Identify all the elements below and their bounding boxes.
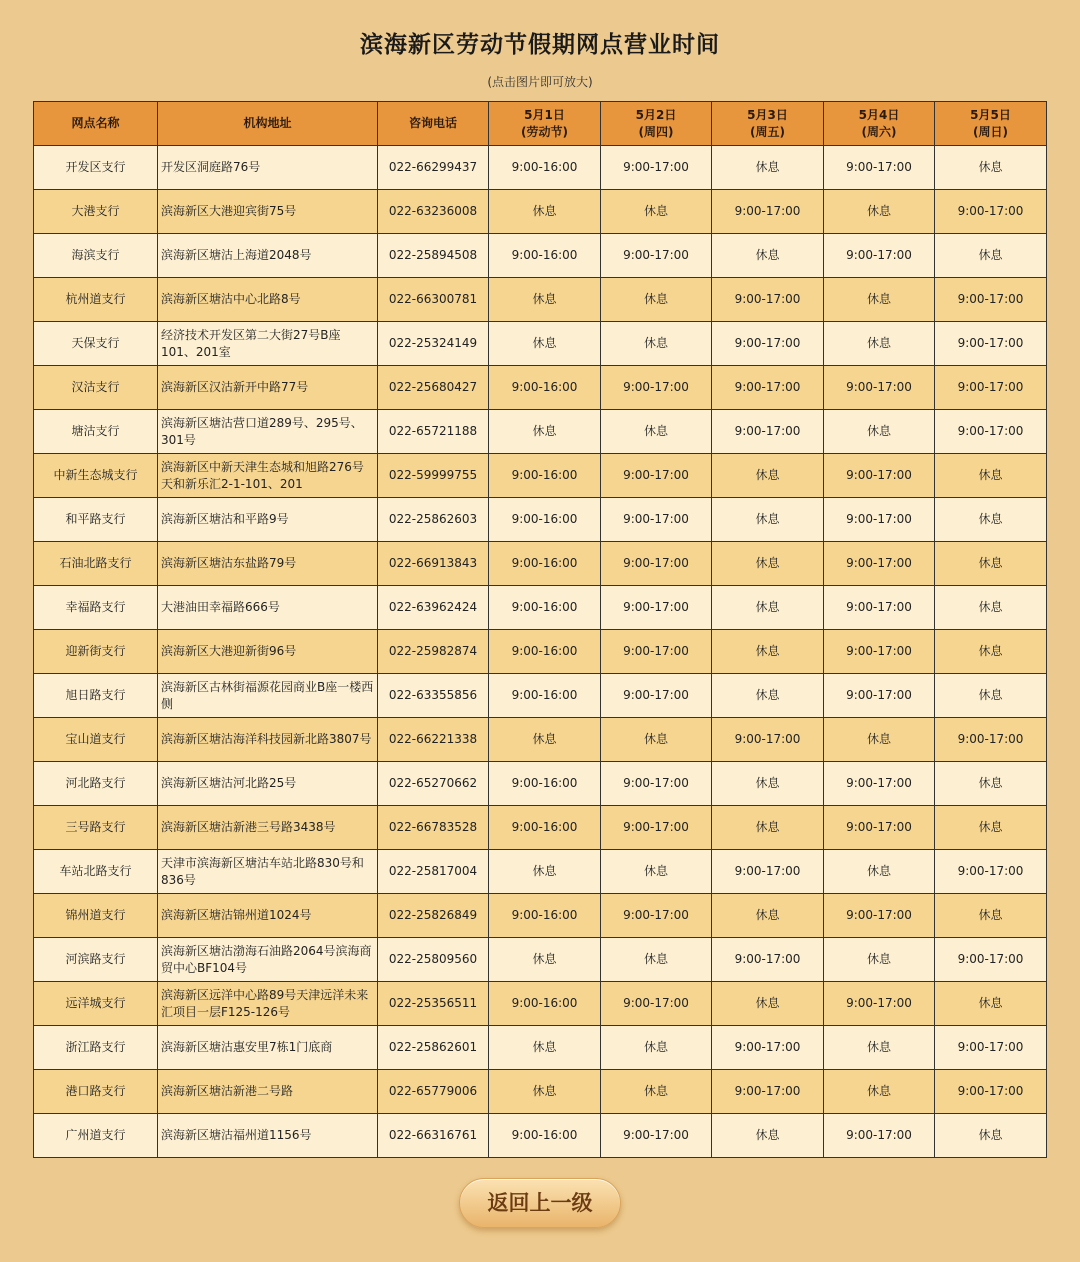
table-row [34, 366, 1047, 410]
day-hours-cell: 休息 [489, 938, 601, 982]
branch-phone-cell: 022-65779006 [378, 1070, 489, 1114]
day-hours-cell: 休息 [601, 190, 712, 234]
table-row [34, 278, 1047, 322]
branch-phone-cell: 022-66221338 [378, 718, 489, 762]
branch-address-cell: 滨海新区塘沽锦州道1024号 [158, 894, 378, 938]
page-title: 滨海新区劳动节假期网点营业时间 [360, 32, 720, 58]
branch-address-cell: 滨海新区中新天津生态城和旭路276号天和新乐汇2-1-101、201 [158, 454, 378, 498]
day-hours-cell: 休息 [712, 146, 824, 190]
day-hours-cell: 9:00-17:00 [824, 234, 935, 278]
branch-name-cell: 大港支行 [34, 190, 158, 234]
table-row [34, 1026, 1047, 1070]
branch-name-cell: 宝山道支行 [34, 718, 158, 762]
day-hours-cell: 休息 [935, 1114, 1047, 1158]
day-hours-cell: 9:00-16:00 [489, 454, 601, 498]
day-hours-cell: 9:00-17:00 [935, 850, 1047, 894]
branch-address-cell: 滨海新区大港迎新街96号 [158, 630, 378, 674]
day-hours-cell: 休息 [824, 938, 935, 982]
branch-address-cell: 滨海新区塘沽中心北路8号 [158, 278, 378, 322]
day-hours-cell: 休息 [935, 674, 1047, 718]
day-hours-cell: 9:00-17:00 [601, 542, 712, 586]
header-day-date: 5月3日 [747, 107, 788, 122]
branch-address-cell: 滨海新区塘沽营口道289号、295号、301号 [158, 410, 378, 454]
table-row [34, 542, 1047, 586]
day-hours-cell: 9:00-17:00 [824, 586, 935, 630]
day-hours-cell: 9:00-16:00 [489, 234, 601, 278]
day-hours-cell: 9:00-17:00 [824, 674, 935, 718]
day-hours-cell: 9:00-17:00 [712, 938, 824, 982]
day-hours-cell: 9:00-16:00 [489, 630, 601, 674]
day-hours-cell: 休息 [824, 1026, 935, 1070]
day-hours-cell: 9:00-17:00 [824, 762, 935, 806]
day-hours-cell: 休息 [489, 1026, 601, 1070]
branch-phone-cell: 022-25982874 [378, 630, 489, 674]
day-hours-cell: 休息 [601, 410, 712, 454]
table-row [34, 498, 1047, 542]
header-day-label: (周四) [638, 124, 674, 139]
branch-phone-cell: 022-66299437 [378, 146, 489, 190]
table-row [34, 190, 1047, 234]
day-hours-cell: 休息 [935, 234, 1047, 278]
day-hours-cell: 9:00-17:00 [935, 718, 1047, 762]
day-hours-cell: 休息 [712, 454, 824, 498]
day-hours-cell: 9:00-17:00 [935, 366, 1047, 410]
day-hours-cell: 9:00-17:00 [824, 1114, 935, 1158]
day-hours-cell: 休息 [712, 498, 824, 542]
day-hours-cell: 9:00-16:00 [489, 894, 601, 938]
table-row [34, 894, 1047, 938]
day-hours-cell: 9:00-17:00 [935, 1026, 1047, 1070]
header-day-date: 5月5日 [970, 107, 1011, 122]
branch-phone-cell: 022-25356511 [378, 982, 489, 1026]
branch-name-cell: 中新生态城支行 [34, 454, 158, 498]
day-hours-cell: 9:00-17:00 [712, 850, 824, 894]
day-hours-cell: 9:00-17:00 [601, 1114, 712, 1158]
branch-name-cell: 汉沽支行 [34, 366, 158, 410]
day-hours-cell: 休息 [935, 146, 1047, 190]
day-hours-cell: 9:00-17:00 [712, 322, 824, 366]
table-header-row [34, 102, 1047, 146]
day-hours-cell: 休息 [712, 762, 824, 806]
day-hours-cell: 9:00-17:00 [935, 1070, 1047, 1114]
branch-name-cell: 石油北路支行 [34, 542, 158, 586]
day-hours-cell: 休息 [712, 1114, 824, 1158]
day-hours-cell: 9:00-17:00 [712, 1026, 824, 1070]
branch-phone-cell: 022-25862603 [378, 498, 489, 542]
branch-address-cell: 滨海新区塘沽惠安里7栋1门底商 [158, 1026, 378, 1070]
branch-address-cell: 滨海新区塘沽和平路9号 [158, 498, 378, 542]
back-button[interactable]: 返回上一级 [459, 1178, 621, 1228]
day-hours-cell: 休息 [489, 322, 601, 366]
day-hours-cell: 9:00-16:00 [489, 146, 601, 190]
table-row [34, 938, 1047, 982]
day-hours-cell: 休息 [712, 630, 824, 674]
branch-phone-cell: 022-66783528 [378, 806, 489, 850]
day-hours-cell: 9:00-16:00 [489, 674, 601, 718]
day-hours-cell: 休息 [489, 850, 601, 894]
header-day [935, 102, 1047, 146]
day-hours-cell: 9:00-17:00 [824, 498, 935, 542]
day-hours-cell: 9:00-17:00 [601, 762, 712, 806]
day-hours-cell: 9:00-17:00 [601, 806, 712, 850]
day-hours-cell: 休息 [601, 1026, 712, 1070]
day-hours-cell: 9:00-16:00 [489, 498, 601, 542]
header-day [712, 102, 824, 146]
branch-address-cell: 滨海新区塘沽海洋科技园新北路3807号 [158, 718, 378, 762]
day-hours-cell: 9:00-17:00 [712, 190, 824, 234]
day-hours-cell: 9:00-16:00 [489, 982, 601, 1026]
day-hours-cell: 9:00-17:00 [601, 454, 712, 498]
day-hours-cell: 休息 [601, 1070, 712, 1114]
day-hours-cell: 休息 [489, 190, 601, 234]
branch-name-cell: 浙江路支行 [34, 1026, 158, 1070]
day-hours-cell: 9:00-17:00 [935, 190, 1047, 234]
day-hours-cell: 9:00-17:00 [824, 982, 935, 1026]
branch-address-cell: 滨海新区塘沽福州道1156号 [158, 1114, 378, 1158]
header-day-date: 5月1日 [524, 107, 565, 122]
day-hours-cell: 9:00-17:00 [601, 586, 712, 630]
table-row [34, 982, 1047, 1026]
branch-phone-cell: 022-25324149 [378, 322, 489, 366]
branch-name-cell: 天保支行 [34, 322, 158, 366]
day-hours-cell: 9:00-17:00 [601, 630, 712, 674]
day-hours-cell: 9:00-17:00 [601, 894, 712, 938]
day-hours-cell: 9:00-16:00 [489, 586, 601, 630]
branch-phone-cell: 022-25817004 [378, 850, 489, 894]
branch-hours-table [33, 101, 1047, 1158]
day-hours-cell: 9:00-17:00 [824, 630, 935, 674]
branch-phone-cell: 022-65721188 [378, 410, 489, 454]
day-hours-cell: 9:00-17:00 [601, 498, 712, 542]
branch-phone-cell: 022-66913843 [378, 542, 489, 586]
day-hours-cell: 9:00-17:00 [601, 674, 712, 718]
day-hours-cell: 9:00-17:00 [601, 366, 712, 410]
day-hours-cell: 9:00-16:00 [489, 1114, 601, 1158]
branch-address-cell: 滨海新区大港迎宾街75号 [158, 190, 378, 234]
table-row [34, 762, 1047, 806]
day-hours-cell: 休息 [935, 806, 1047, 850]
branch-name-cell: 杭州道支行 [34, 278, 158, 322]
branch-name-cell: 塘沽支行 [34, 410, 158, 454]
branch-name-cell: 三号路支行 [34, 806, 158, 850]
day-hours-cell: 9:00-17:00 [824, 806, 935, 850]
header-day-date: 5月4日 [858, 107, 900, 122]
day-hours-cell: 9:00-16:00 [489, 762, 601, 806]
day-hours-cell: 休息 [489, 410, 601, 454]
branch-address-cell: 滨海新区古林街福源花园商业B座一楼西侧 [158, 674, 378, 718]
header-day [601, 102, 712, 146]
branch-name-cell: 海滨支行 [34, 234, 158, 278]
day-hours-cell: 休息 [601, 278, 712, 322]
day-hours-cell: 9:00-17:00 [935, 322, 1047, 366]
day-hours-cell: 9:00-17:00 [601, 146, 712, 190]
day-hours-cell: 休息 [712, 542, 824, 586]
day-hours-cell: 休息 [601, 718, 712, 762]
table-row [34, 234, 1047, 278]
day-hours-cell: 休息 [601, 938, 712, 982]
table-row [34, 630, 1047, 674]
day-hours-cell: 休息 [601, 322, 712, 366]
table-row [34, 586, 1047, 630]
branch-name-cell: 旭日路支行 [34, 674, 158, 718]
header-name: 网点名称 [34, 102, 158, 146]
day-hours-cell: 休息 [935, 498, 1047, 542]
day-hours-cell: 9:00-17:00 [824, 542, 935, 586]
day-hours-cell: 休息 [489, 278, 601, 322]
table-body [34, 146, 1047, 1158]
branch-phone-cell: 022-25894508 [378, 234, 489, 278]
day-hours-cell: 休息 [712, 234, 824, 278]
header-day [489, 102, 601, 146]
header-day [824, 102, 935, 146]
day-hours-cell: 9:00-17:00 [824, 454, 935, 498]
header-day-date: 5月2日 [635, 107, 677, 122]
table-row [34, 1114, 1047, 1158]
branch-name-cell: 港口路支行 [34, 1070, 158, 1114]
branch-address-cell: 滨海新区塘沽上海道2048号 [158, 234, 378, 278]
day-hours-cell: 9:00-17:00 [712, 278, 824, 322]
branch-address-cell: 滨海新区塘沽新港二号路 [158, 1070, 378, 1114]
day-hours-cell: 休息 [489, 718, 601, 762]
table-row [34, 410, 1047, 454]
day-hours-cell: 9:00-17:00 [935, 938, 1047, 982]
branch-name-cell: 河北路支行 [34, 762, 158, 806]
branch-name-cell: 广州道支行 [34, 1114, 158, 1158]
header-address: 机构地址 [158, 102, 378, 146]
day-hours-cell: 9:00-17:00 [601, 234, 712, 278]
day-hours-cell: 9:00-17:00 [712, 1070, 824, 1114]
day-hours-cell: 休息 [824, 850, 935, 894]
branch-name-cell: 幸福路支行 [34, 586, 158, 630]
page-subtitle: (点击图片即可放大) [487, 75, 593, 89]
branch-address-cell: 滨海新区塘沽东盐路79号 [158, 542, 378, 586]
day-hours-cell: 9:00-17:00 [824, 146, 935, 190]
day-hours-cell: 休息 [824, 278, 935, 322]
branch-phone-cell: 022-63962424 [378, 586, 489, 630]
branch-phone-cell: 022-25862601 [378, 1026, 489, 1070]
day-hours-cell: 休息 [489, 1070, 601, 1114]
header-day-label: (周六) [861, 124, 897, 139]
branch-name-cell: 开发区支行 [34, 146, 158, 190]
branch-address-cell: 大港油田幸福路666号 [158, 586, 378, 630]
day-hours-cell: 9:00-17:00 [712, 366, 824, 410]
branch-phone-cell: 022-63355856 [378, 674, 489, 718]
branch-address-cell: 滨海新区汉沽新开中路77号 [158, 366, 378, 410]
branch-name-cell: 迎新街支行 [34, 630, 158, 674]
table-row [34, 146, 1047, 190]
day-hours-cell: 9:00-17:00 [601, 982, 712, 1026]
day-hours-cell: 休息 [824, 718, 935, 762]
table-row [34, 850, 1047, 894]
day-hours-cell: 休息 [712, 674, 824, 718]
branch-phone-cell: 022-59999755 [378, 454, 489, 498]
branch-phone-cell: 022-63236008 [378, 190, 489, 234]
day-hours-cell: 休息 [824, 322, 935, 366]
table-row [34, 322, 1047, 366]
day-hours-cell: 休息 [935, 630, 1047, 674]
day-hours-cell: 休息 [935, 762, 1047, 806]
header-phone: 咨询电话 [378, 102, 489, 146]
day-hours-cell: 9:00-16:00 [489, 366, 601, 410]
day-hours-cell: 9:00-16:00 [489, 806, 601, 850]
day-hours-cell: 休息 [712, 894, 824, 938]
table-row [34, 454, 1047, 498]
branch-name-cell: 车站北路支行 [34, 850, 158, 894]
day-hours-cell: 休息 [935, 894, 1047, 938]
table-row [34, 718, 1047, 762]
table-row [34, 806, 1047, 850]
branch-name-cell: 和平路支行 [34, 498, 158, 542]
day-hours-cell: 休息 [824, 190, 935, 234]
branch-phone-cell: 022-25826849 [378, 894, 489, 938]
day-hours-cell: 9:00-17:00 [824, 894, 935, 938]
branch-address-cell: 滨海新区塘沽新港三号路3438号 [158, 806, 378, 850]
day-hours-cell: 休息 [712, 586, 824, 630]
day-hours-cell: 休息 [601, 850, 712, 894]
day-hours-cell: 休息 [824, 1070, 935, 1114]
branch-address-cell: 滨海新区塘沽渤海石油路2064号滨海商贸中心BF104号 [158, 938, 378, 982]
branch-address-cell: 滨海新区塘沽河北路25号 [158, 762, 378, 806]
header-day-label: (劳动节) [521, 124, 568, 139]
day-hours-cell: 9:00-17:00 [824, 366, 935, 410]
header-day-label: (周五) [750, 124, 785, 139]
branch-address-cell: 滨海新区远洋中心路89号天津远洋未来汇项目一层F125-126号 [158, 982, 378, 1026]
branch-phone-cell: 022-25809560 [378, 938, 489, 982]
day-hours-cell: 9:00-17:00 [712, 718, 824, 762]
branch-phone-cell: 022-25680427 [378, 366, 489, 410]
header-day-label: (周日) [973, 124, 1008, 139]
day-hours-cell: 休息 [935, 586, 1047, 630]
day-hours-cell: 9:00-17:00 [935, 410, 1047, 454]
branch-address-cell: 经济技术开发区第二大街27号B座101、201室 [158, 322, 378, 366]
day-hours-cell: 休息 [935, 982, 1047, 1026]
branch-phone-cell: 022-66300781 [378, 278, 489, 322]
day-hours-cell: 休息 [712, 982, 824, 1026]
day-hours-cell: 休息 [935, 542, 1047, 586]
branch-name-cell: 锦州道支行 [34, 894, 158, 938]
table-row [34, 674, 1047, 718]
branch-phone-cell: 022-66316761 [378, 1114, 489, 1158]
branch-address-cell: 天津市滨海新区塘沽车站北路830号和836号 [158, 850, 378, 894]
branch-name-cell: 河滨路支行 [34, 938, 158, 982]
table-row [34, 1070, 1047, 1114]
branch-phone-cell: 022-65270662 [378, 762, 489, 806]
branch-address-cell: 开发区洞庭路76号 [158, 146, 378, 190]
day-hours-cell: 休息 [935, 454, 1047, 498]
day-hours-cell: 9:00-16:00 [489, 542, 601, 586]
day-hours-cell: 休息 [824, 410, 935, 454]
day-hours-cell: 9:00-17:00 [935, 278, 1047, 322]
day-hours-cell: 9:00-17:00 [712, 410, 824, 454]
day-hours-cell: 休息 [712, 806, 824, 850]
branch-name-cell: 远洋城支行 [34, 982, 158, 1026]
